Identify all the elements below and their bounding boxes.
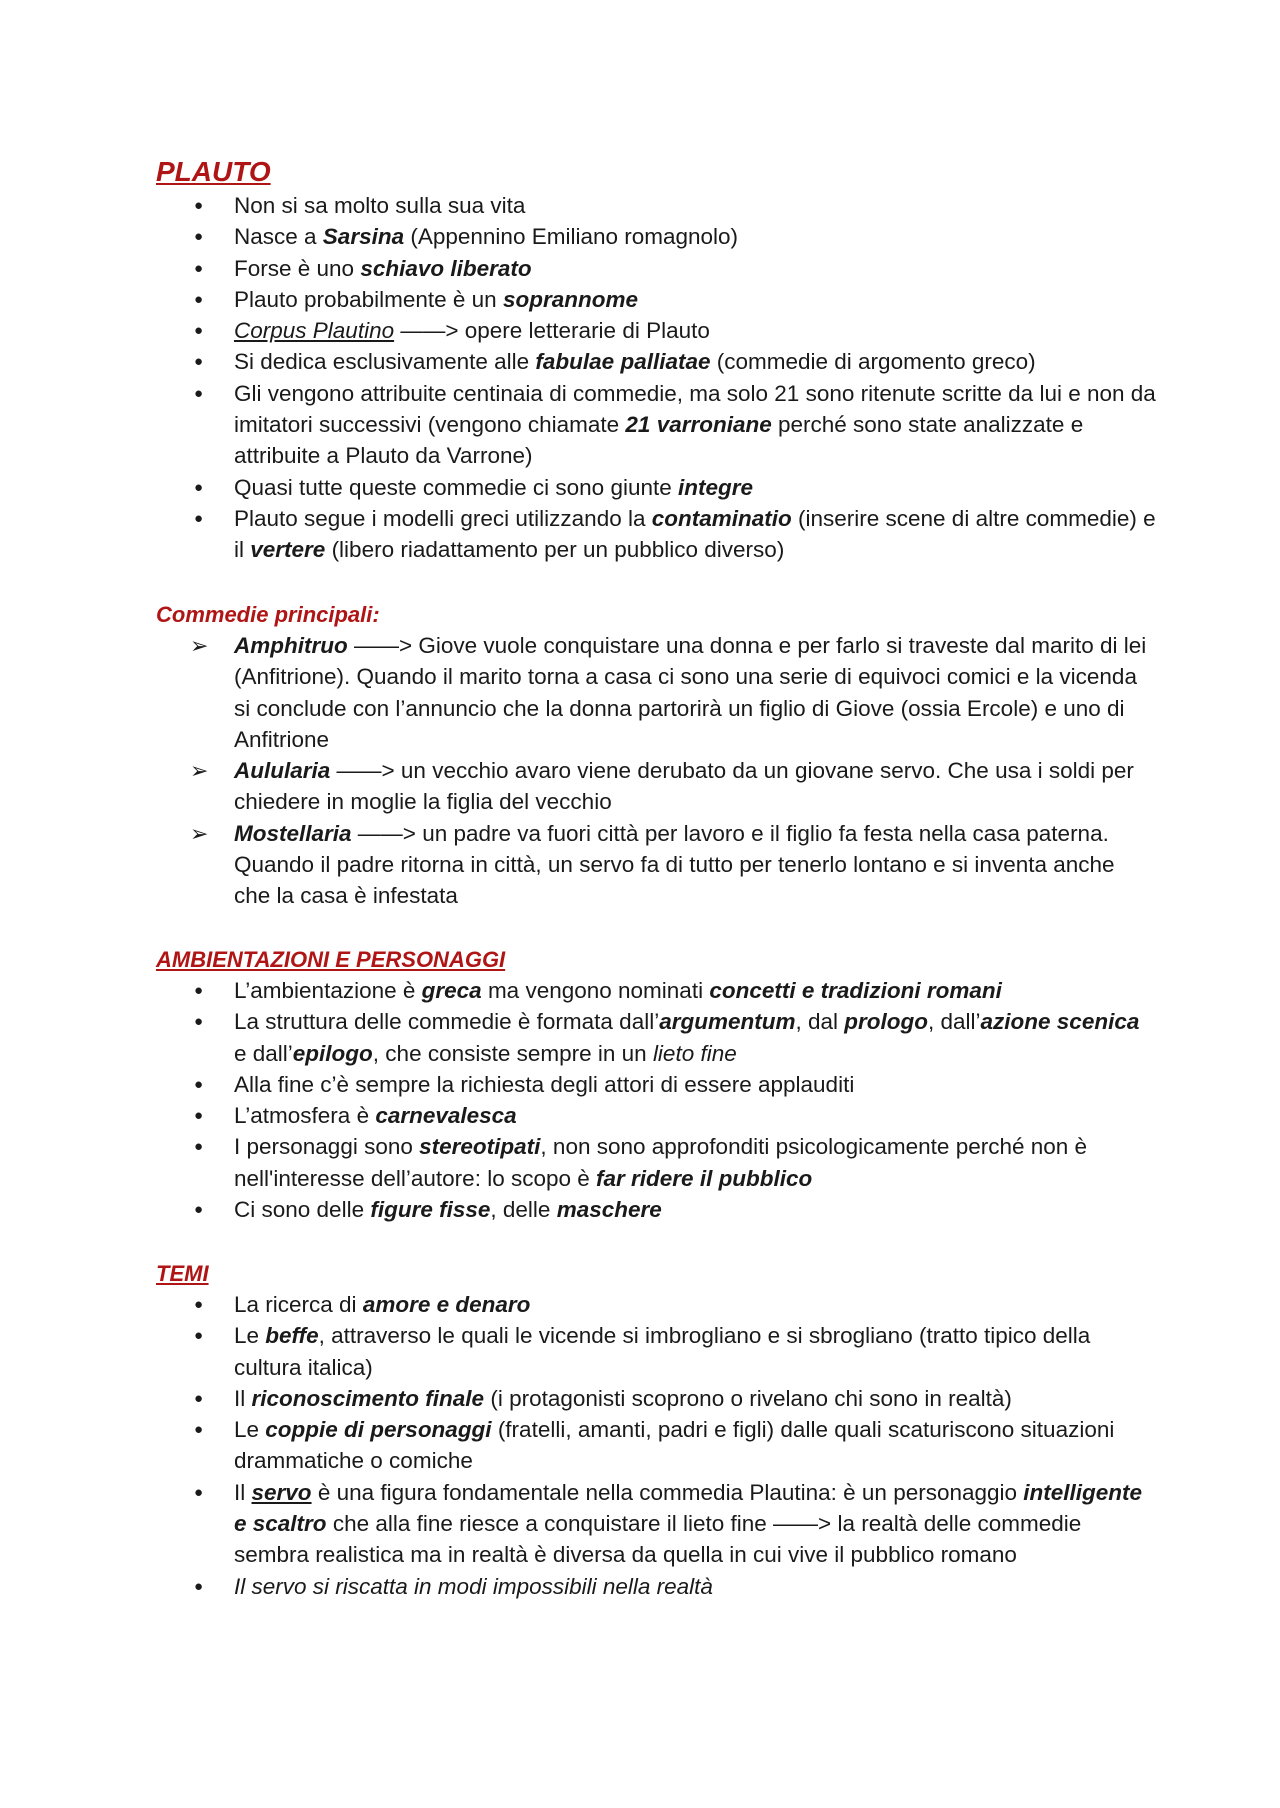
list-item (156, 1383, 1156, 1414)
bullet-dot-icon: ● (194, 197, 204, 214)
bullet-list (156, 1289, 1156, 1602)
list-item (156, 1289, 1156, 1320)
emphasis-text: contaminatio (651, 505, 792, 531)
text-run: ma vengono nominati (481, 978, 710, 1003)
text-run: Alla fine c’è sempre la richiesta degli attori di essere applauditi (234, 1071, 855, 1097)
text-run: , attraverso le quali le vicende si imbrogliano e si sbrogliano (tratto tipico della cultura italica) (234, 1323, 1091, 1380)
text-run: Le (234, 1323, 266, 1349)
text-run: Il (234, 1385, 252, 1411)
emphasis-text: fabulae palliatae (535, 349, 711, 375)
bullet-dot-icon: ● (194, 509, 204, 527)
list-item (156, 315, 1156, 346)
list-item (156, 1100, 1156, 1131)
text-run: Gli vengono attribuite centinaia di commedie, ma solo 21 sono ritenute scritte da lui e non da imitatori successivi (vengono chiamate (234, 380, 1156, 438)
emphasis-text: carnevalesca (375, 1103, 517, 1129)
text-run: (inserire scene di altre commedie) e il (234, 505, 1156, 563)
emphasis-text: coppie di personaggi (265, 1417, 492, 1443)
emphasis-text: Mostellaria (234, 820, 352, 846)
bullet-dot-icon: ● (194, 1201, 204, 1219)
section-commedie-principali (156, 600, 1156, 912)
bullet-dot-icon: ● (194, 1013, 204, 1031)
emphasis-text: Corpus Plautino (234, 318, 395, 344)
list-item (156, 1414, 1156, 1477)
text-run: Ci sono delle (234, 1197, 371, 1223)
bullet-dot-icon: ● (194, 1327, 204, 1345)
text-run: , non sono approfonditi psicologicamente perché non è nell'interesse dell’autore: lo scopo è (234, 1134, 1088, 1191)
text-run: (libero riadattamento per un pubblico diverso) (325, 537, 785, 563)
list-item (156, 378, 1156, 472)
emphasis-text: maschere (556, 1197, 662, 1223)
text-run: , che consiste sempre in un (372, 1040, 653, 1066)
list-item (156, 755, 1156, 818)
text-run: (commedie di argomento greco) (710, 349, 1036, 375)
text-run: Plauto segue i modelli greci utilizzando la (234, 505, 652, 531)
section-temi (156, 1259, 1156, 1602)
emphasis-text: far ridere il pubblico (596, 1165, 813, 1191)
arrow-bullet-icon: ➢ (190, 633, 209, 658)
text-run: Si dedica esclusivamente alle (234, 349, 536, 375)
text-run: ——> Giove vuole conquistare una donna e per farlo si traveste dal marito di lei (Anfitrione). Quando il marito torna a casa ci sono una serie di equivoci comici e la vicenda si conclude con l’annuncio che la donna partorirà un figlio di Giove (ossia Ercole) e uno di Anfitrione (234, 633, 1147, 752)
emphasis-text: Amphitruo (234, 633, 348, 658)
list-item (156, 1477, 1156, 1571)
text-run: Le (234, 1417, 266, 1443)
list-item (156, 1069, 1156, 1100)
list-item (156, 253, 1156, 284)
bullet-list (156, 190, 1156, 566)
text-run: perché sono state analizzate e attribuite a Plauto da Varrone) (234, 412, 1084, 469)
emphasis-text: beffe (265, 1323, 319, 1349)
bullet-dot-icon: ● (194, 982, 204, 999)
text-run: (Appennino Emiliano romagnolo) (404, 224, 739, 250)
list-item (156, 284, 1156, 315)
list-item (156, 975, 1156, 1006)
bullet-dot-icon: ● (194, 322, 204, 340)
bullet-list (156, 975, 1156, 1225)
bullet-dot-icon: ● (194, 1138, 204, 1156)
emphasis-text: servo (251, 1479, 312, 1505)
bullet-dot-icon: ● (194, 1577, 204, 1595)
text-run: Plauto probabilmente è un (234, 286, 503, 312)
list-item (156, 190, 1156, 221)
emphasis-text: integre (678, 474, 754, 500)
text-run: Forse è uno (234, 255, 361, 281)
list-item (156, 630, 1156, 755)
arrow-list (156, 630, 1156, 912)
text-run: L’ambientazione è (234, 978, 422, 1003)
list-item (156, 1571, 1156, 1602)
bullet-dot-icon: ● (194, 384, 204, 402)
section-title: PLAUTO (156, 156, 271, 187)
emphasis-text: argumentum (659, 1009, 796, 1035)
section-title: Commedie principali: (156, 602, 380, 627)
emphasis-text: stereotipati (419, 1134, 541, 1160)
arrow-bullet-icon: ➢ (190, 820, 209, 846)
bullet-dot-icon: ● (194, 1296, 204, 1313)
bullet-dot-icon: ● (194, 290, 204, 308)
arrow-bullet-icon: ➢ (190, 758, 209, 784)
text-run: e dall’ (234, 1040, 293, 1066)
text-run: Non si sa molto sulla sua vita (234, 193, 526, 218)
bullet-dot-icon: ● (194, 1483, 204, 1501)
text-run: ——> un vecchio avaro viene derubato da un giovane servo. Che usa i soldi per chiedere in moglie la figlia del vecchio (234, 758, 1134, 815)
emphasis-text: concetti e tradizioni romani (709, 978, 1002, 1003)
text-run: che alla fine riesce a conquistare il lieto fine ——> la realtà delle commedie sembra realistica ma in realtà è diversa da quella in cui vive il pubblico romano (234, 1511, 1082, 1568)
emphasis-text: schiavo liberato (360, 255, 532, 281)
emphasis-text: 21 varroniane (625, 412, 772, 438)
list-item (156, 1131, 1156, 1194)
text-run: , dall’ (928, 1009, 981, 1035)
section-title: TEMI (156, 1261, 209, 1286)
emphasis-text: Il servo si riscatta in modi impossibili nella realtà (234, 1573, 713, 1599)
emphasis-text: lieto fine (652, 1040, 737, 1066)
emphasis-text: Sarsina (322, 224, 405, 250)
list-item (156, 1006, 1156, 1069)
section-title: AMBIENTAZIONI E PERSONAGGI (156, 947, 506, 972)
text-run: (fratelli, amanti, padri e figli) dalle quali scaturiscono situazioni drammatiche o comiche (234, 1417, 1115, 1474)
emphasis-text: Aulularia (234, 758, 331, 784)
emphasis-text: azione scenica (980, 1009, 1140, 1035)
text-run: , delle (490, 1197, 557, 1223)
bullet-dot-icon: ● (194, 1421, 204, 1439)
text-run: è una figura fondamentale nella commedia Plautina: è un personaggio (311, 1479, 1024, 1505)
emphasis-text: intelligente e scaltro (234, 1479, 1143, 1537)
emphasis-text: prologo (844, 1009, 928, 1035)
text-run: ——> un padre va fuori città per lavoro e il figlio fa festa nella casa paterna. Quando il padre ritorna in città, un servo fa di tutto per tenerlo lontano e si inventa anche che la casa è infestata (234, 820, 1115, 909)
list-item (156, 221, 1156, 252)
emphasis-text: figure fisse (370, 1197, 491, 1223)
list-item (156, 503, 1156, 566)
list-item (156, 818, 1156, 912)
list-item (156, 346, 1156, 377)
bullet-dot-icon: ● (194, 1107, 204, 1125)
list-item (156, 472, 1156, 503)
emphasis-text: soprannome (502, 286, 638, 312)
text-run: , dal (795, 1009, 845, 1035)
list-item (156, 1194, 1156, 1225)
bullet-dot-icon: ● (194, 259, 204, 277)
bullet-dot-icon: ● (194, 228, 204, 246)
emphasis-text: vertere (250, 537, 326, 563)
text-run: La struttura delle commedie è formata dall’ (234, 1009, 660, 1035)
emphasis-text: riconoscimento finale (251, 1385, 485, 1411)
bullet-dot-icon: ● (194, 353, 204, 371)
section-ambientazioni-personaggi (156, 945, 1156, 1225)
text-run: Quasi tutte queste commedie ci sono giunte (234, 474, 679, 500)
bullet-dot-icon: ● (194, 478, 204, 496)
list-item (156, 1320, 1156, 1383)
text-run: La ricerca di (234, 1292, 363, 1317)
text-run: ——> opere letterarie di Plauto (394, 318, 710, 344)
text-run: Il (234, 1479, 252, 1505)
emphasis-text: epilogo (292, 1040, 373, 1066)
emphasis-text: greca (421, 978, 482, 1003)
bullet-dot-icon: ● (194, 1075, 204, 1093)
text-run: (i protagonisti scoprono o rivelano chi sono in realtà) (484, 1385, 1012, 1411)
text-run: L’atmosfera è (234, 1103, 376, 1129)
bullet-dot-icon: ● (194, 1389, 204, 1407)
emphasis-text: amore e denaro (362, 1292, 531, 1317)
section-plauto (156, 154, 1156, 566)
text-run: I personaggi sono (234, 1134, 420, 1160)
text-run: Nasce a (234, 224, 323, 250)
